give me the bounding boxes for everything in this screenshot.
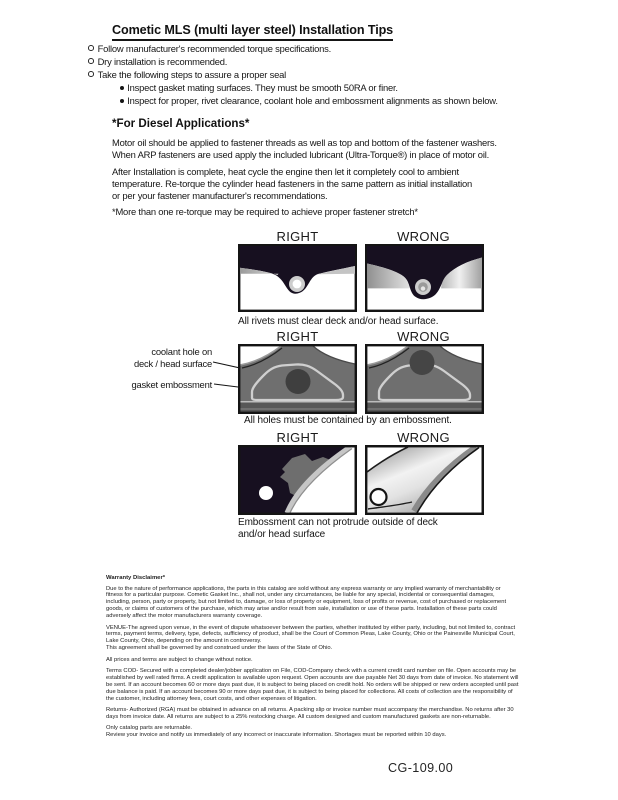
rivet-clearance-wrong-diagram (365, 244, 484, 314)
paragraph-line: When ARP fasteners are used apply the included lubricant (Ultra-Torque®) in place of motor oil. (112, 149, 489, 160)
list-item (120, 95, 498, 106)
list-item (88, 69, 286, 80)
bullet-text: Take the following steps to assure a proper seal (97, 69, 287, 80)
rivet-clearance-right-diagram (238, 244, 357, 314)
legal-paragraph: Only catalog parts are returnable. (106, 725, 193, 732)
coolant-hole-wrong-diagram (365, 344, 484, 414)
section-heading: *For Diesel Applications* (112, 117, 250, 130)
diagram-caption: All rivets must clear deck and/or head surface. (238, 316, 439, 327)
bullet-text: Follow manufacturer's recommended torque specifications. (97, 43, 332, 54)
bullet-text: Inspect for proper, rivet clearance, coolant hole and embossment alignments as shown below. (127, 95, 498, 106)
list-item (120, 82, 398, 93)
legal-paragraph: Returns- Authorized (RGA) must be obtained in advance on all returns. A packing slip or invoice number must accompany the merchandise. No returns after 30 days from invoice date. All returns are subject to a 25% restocking charge. All custom designed and custom manufactured gaskets are non-returnable. (106, 707, 514, 720)
circle-bullet-icon (88, 45, 94, 51)
right-label: RIGHT (276, 229, 319, 244)
paragraph-line: or per your fastener manufacturer's recommendations. (112, 190, 328, 201)
coolant-hole-right-diagram (238, 344, 357, 414)
page-title: Cometic MLS (multi layer steel) Installation Tips (112, 23, 393, 41)
paragraph-line: temperature. Re-torque the cylinder head fasteners in the same pattern as initial installation (112, 178, 473, 189)
diagram-caption: All holes must be contained by an embossment. (244, 415, 452, 426)
diagram-caption-line: and/or head surface (238, 529, 326, 540)
dot-bullet-icon (120, 99, 124, 103)
legal-heading: Warranty Disclaimer* (106, 575, 166, 581)
circle-bullet-icon (88, 58, 94, 64)
legal-paragraph: Due to the nature of performance applications, the parts in this catalog are sold without any express warranty or any implied warranty of merchantability or fitness for a particular purpose. Cometic Gasket Inc., shall not, under any circumstances, be liable for any special, incidental or consequential damages, including, person, party or property, but not limited to, damage, or loss of property or equipment, loss of profits or revenue, cost of purchased or replacement goods, or claims of customers of the purchase, which may arise and/or result from sale, installation or use of these parts. Installation of these parts could adversely affect the motor manufacturers warranty coverage. (106, 585, 507, 620)
wrong-label: WRONG (397, 229, 450, 244)
bullet-text: Dry installation is recommended. (97, 56, 228, 67)
wrong-label: WRONG (397, 430, 450, 445)
coolant-hole-annotation: coolant hole on deck / head surface (133, 346, 212, 369)
embossment-annotation: gasket embossment (131, 379, 212, 390)
list-item (88, 43, 331, 54)
embossment-wrong-diagram (365, 445, 484, 515)
list-item (88, 56, 227, 67)
paragraph-line: Motor oil should be applied to fastener threads as well as top and bottom of the fastener washers. (112, 137, 497, 148)
wrong-label: WRONG (397, 329, 450, 344)
page-code: CG-109.00 (388, 761, 454, 775)
right-label: RIGHT (276, 430, 319, 445)
legal-paragraph: VENUE-The agreed upon venue, in the event of dispute whatsoever between the parties, whether instituted by either party, including, but not limited to, contract terms, payment terms, delivery, type, defects, sufficiency of product, shall be the Court of Common Pleas, Lake County, Ohio or the Painesville Municipal Court, Lake County, Ohio, depending on the amount in controversy. (106, 624, 516, 645)
legal-paragraph: Review your invoice and notify us immediately of any incorrect or inaccurate information. Shortages must be reported within 10 days. (106, 732, 447, 739)
circle-bullet-icon (88, 71, 94, 77)
right-label: RIGHT (276, 329, 319, 344)
legal-paragraph: All prices and terms are subject to change without notice. (106, 656, 253, 663)
dot-bullet-icon (120, 86, 124, 90)
legal-paragraph: This agreement shall be governed by and construed under the laws of the State of Ohio. (106, 645, 333, 652)
diagram-caption-line: Embossment can not protrude outside of deck (238, 517, 438, 528)
embossment-right-diagram (238, 445, 357, 515)
note-line: *More than one re-torque may be required to achieve proper fastener stretch* (112, 206, 418, 217)
warranty-disclaimer-section (106, 575, 519, 739)
bullet-text: Inspect gasket mating surfaces. They must be smooth 50RA or finer. (127, 82, 398, 93)
legal-paragraph: Terms COD- Secured with a completed dealer/jobber application on File, COD-Company check with a current credit card number on file. Open accounts may be established by well rated firms. A credit application is available upon request. Open accounts are due payable Net 30 days from date of invoice. No statement will be sent. If an account becomes 60 or more days past due, it is subject to being placed on credit hold. No orders will be shipped or new orders accepted until past due balance is paid. If an account becomes 90 or more days past due, it is subject to being placed for collections. All costs of collection are the responsibility of the customer, including attorney fees, court costs, and other expenses of litigation. (106, 668, 519, 702)
paragraph-line: After Installation is complete, heat cycle the engine then let it completely cool to ambient (112, 166, 459, 177)
